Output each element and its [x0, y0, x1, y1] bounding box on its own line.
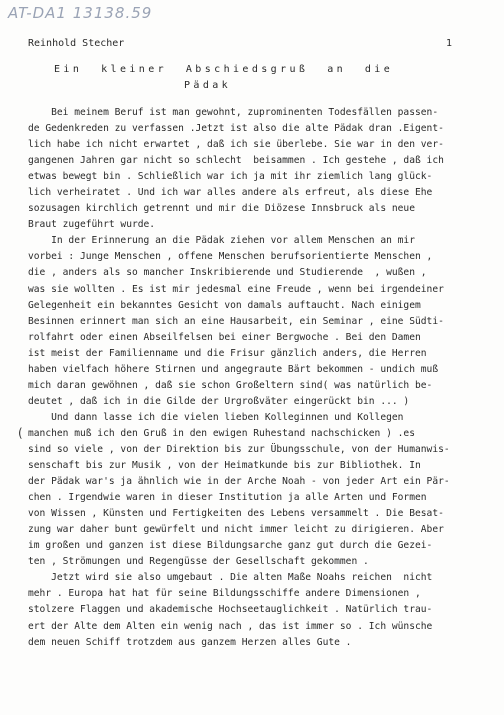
body-line: sind so viele , von der Direktion bis zur Übungsschule, von der Humanwis-: [28, 443, 450, 455]
body-line: lich habe ich nicht erwartet , daß ich sie überlebe. Sie war in den ver-: [28, 139, 444, 151]
body-line: rolfahrt oder einen Abseilfelsen bei einer Bergwoche . Bei den Damen: [28, 331, 421, 343]
body-line: manchen muß ich den Gruß in den ewigen Ruhestand nachschicken ) .es: [28, 427, 415, 439]
margin-bracket-mark: (: [18, 426, 23, 440]
body-line: etwas bewegt bin . Schließlich war ich ja mit ihr ziemlich lang glück-: [28, 171, 433, 183]
body-line: chen . Irgendwie waren in dieser Institution ja alle Arten und Formen: [28, 492, 427, 504]
body-line: von Wissen , Künsten und Fertigkeiten des Lebens versammelt . Die Besat-: [28, 508, 444, 520]
body-line: mehr . Europa hat hat für seine Bildungsschiffe andere Dimensionen ,: [28, 588, 421, 600]
body-line: im großen und ganzen ist diese Bildungsarche ganz gut durch die Gezei-: [28, 540, 433, 552]
body-line: der Pädak war's ja ähnlich wie in der Arche Noah - von jeder Art ein Pär-: [28, 476, 450, 488]
body-line: In der Erinnerung an die Pädak ziehen vor allem Menschen an mir: [28, 235, 415, 247]
body-line: Gelegenheit ein bekanntes Gesicht von damals auftaucht. Nach einigem: [28, 299, 421, 311]
body-line: Und dann lasse ich die vielen lieben Kolleginnen und Kollegen: [28, 411, 404, 423]
title-line-2: Pädak: [184, 80, 232, 91]
body-line: haben vielfach höhere Stirnen und angegraute Bärt bekommen - undich muß: [28, 363, 439, 375]
body-line: sozusagen kirchlich getrennt und mir die Diözese Innsbruck als neue: [28, 203, 415, 215]
author-name: Reinhold Stecher: [28, 38, 125, 49]
body-line: gangenen Jahren gar nicht so schlecht beisammen . Ich gestehe , daß ich: [28, 155, 444, 167]
body-line: Bei meinem Beruf ist man gewohnt, zuprominenten Todesfällen passen-: [28, 107, 439, 118]
body-line: lich verheiratet . Und ich war alles andere als erfreut, als diese Ehe: [28, 187, 433, 199]
body-line: senschaft bis zur Musik , von der Heimatkunde bis zur Bibliothek. In: [28, 460, 421, 472]
body-line: Besinnen erinnert man sich an eine Hausarbeit, ein Seminar , eine Südti-: [28, 315, 444, 327]
body-line: ert der Alte dem Alten ein wenig nach , das ist immer so . Ich wünsche: [28, 620, 433, 632]
title-line-1: Ein kleiner Abschiedsgruß an die: [54, 64, 394, 75]
body-line: Jetzt wird sie also umgebaut . Die alten Maße Noahs reichen nicht: [28, 572, 433, 584]
body-line: ten , Strömungen und Regengüsse der Gesellschaft gekommen .: [28, 556, 369, 568]
body-line: deutet , daß ich in die Gilde der Urgroßväter eingerückt bin ... ): [28, 395, 410, 407]
body-line: ist meist der Familienname und die Frisur gänzlich anders, die Herren: [28, 347, 427, 359]
body-line: die , anders als so mancher Inskribierende und Studierende , wußen ,: [28, 267, 427, 279]
body-line: was sie wollten . Es ist mir jedesmal eine Freude , wenn bei irgendeiner: [28, 283, 444, 295]
body-line: zung war daher bunt gewürfelt und nicht immer leicht zu dirigieren. Aber: [28, 524, 444, 536]
page-number: 1: [446, 38, 453, 49]
body-line: Braut zugeführt wurde.: [28, 219, 156, 231]
body-line: de Gedenkreden zu verfassen .Jetzt ist also die alte Pädak dran .Eigent-: [28, 123, 444, 135]
body-line: mich daran gewöhnen , daß sie schon Großeltern sind( was natürlich be-: [28, 379, 433, 391]
body-line: dem neuen Schiff trotzdem aus ganzem Herzen alles Gute .: [28, 636, 352, 648]
body-line: stolzere Flaggen und akademische Hochseetauglichkeit . Natürlich trau-: [28, 604, 433, 616]
body-line: vorbei : Junge Menschen , offene Menschen berufsorientierte Menschen ,: [28, 251, 433, 263]
archive-stamp: AT-DA1 13138.59: [8, 4, 153, 22]
body-text: [28, 105, 480, 651]
